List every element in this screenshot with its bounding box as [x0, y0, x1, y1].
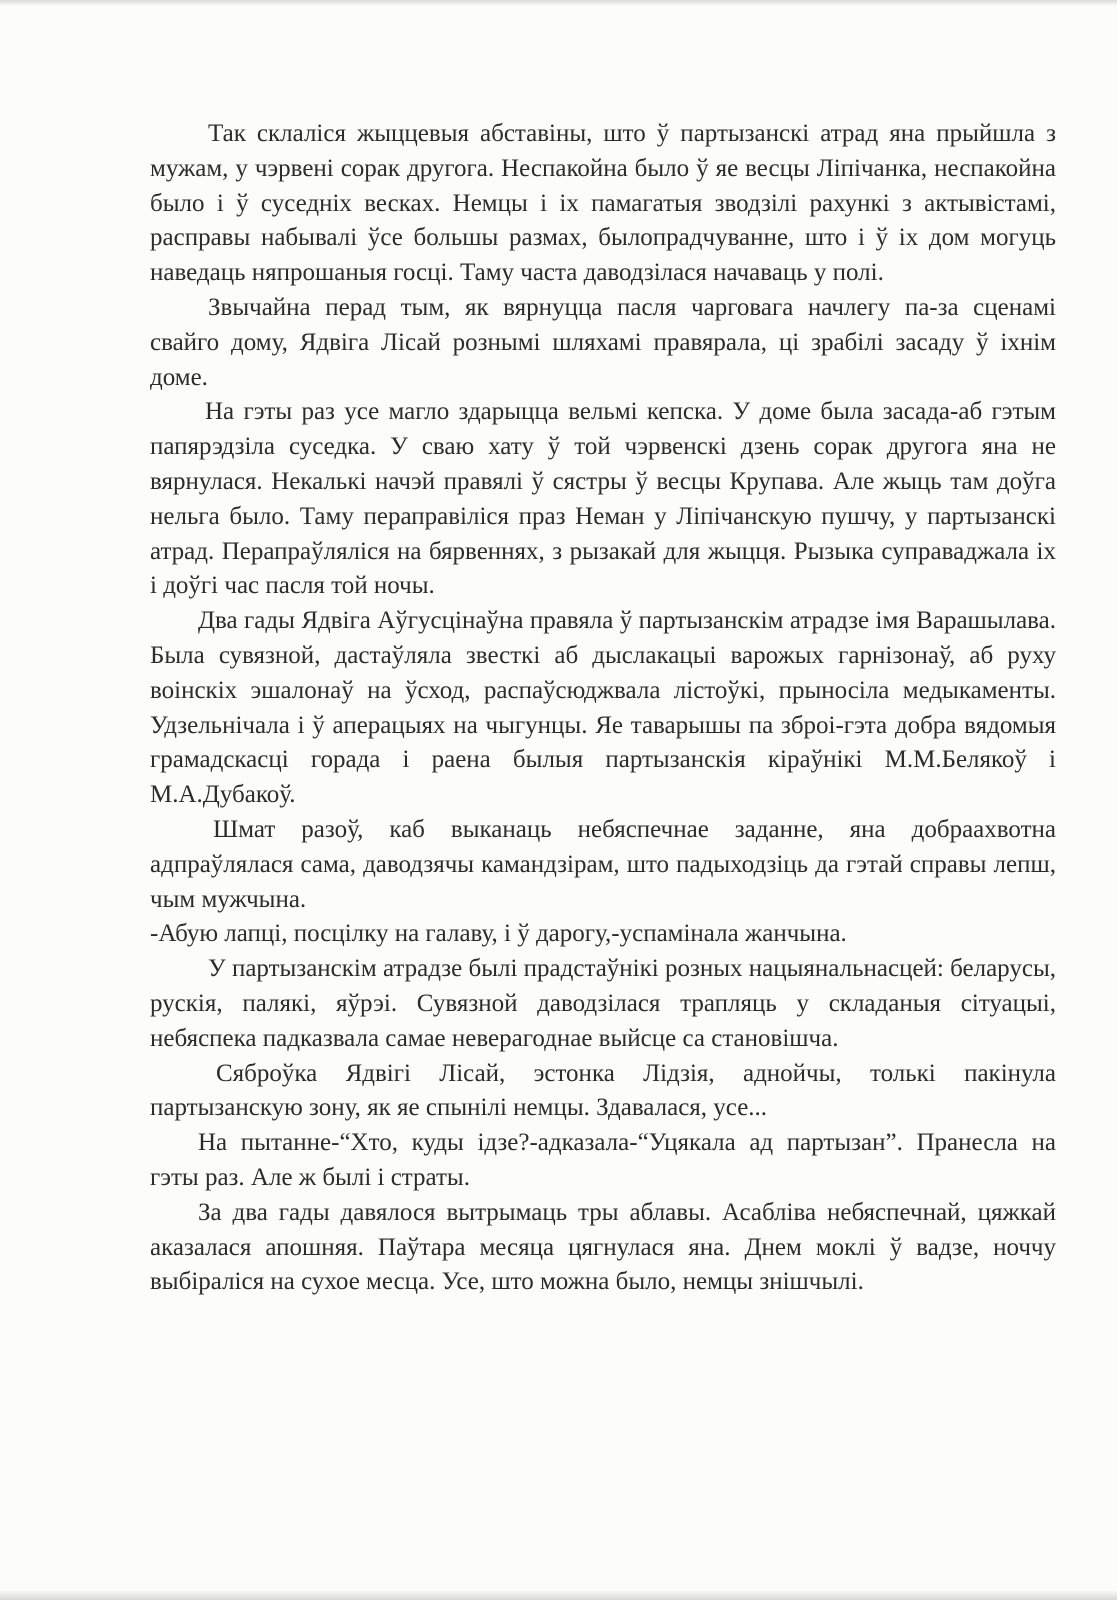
paragraph-6: -Абую лапці, посцілку на галаву, і ў дарогу,-успамінала жанчына.: [150, 920, 847, 948]
scan-bottom-edge: [0, 1590, 1117, 1600]
paragraph-7: У партызанскім атрадзе былі прадстаўнікі розных нацыянальнасцей: беларусы, рускія, палякі, яўрэі. Сувязной даводзілася трапляць у складаныя сітуацыі, небяспека падказвала самае неверагоднае выйсце са становішча.: [150, 955, 1056, 1052]
paragraph-3: На гэты раз усе магло здарыцца вельмі кепска. У доме была засада-аб гэтым папярэдзіла суседка. У сваю хату ў той чэрвенскі дзень сорак другога яна не вярнулася. Некалькі начэй правялі ў сястры ў весцы Крупава. Але жыць там доўга нельга было. Таму пераправіліся праз Неман у Ліпічанскую пушчу, у партызанскі атрад. Перапраўляліся на бярвеннях, з рызакай для жыцця. Рызыка суправаджала іх і доўгі час пасля той ночы.: [150, 398, 1056, 600]
paragraph-4: Два гады Ядвіга Аўгусцінаўна правяла ў партызанскім атрадзе імя Варашылава. Была сувязной, дастаўляла звесткі аб дыслакацыі варожых гарнізонаў, аб руху воінскіх эшалонаў на ўсход, распаўсюджвала лістоўкі, прыносіла медыкаменты. Удзельнічала і ў аперацыях на чыгунцы. Яе таварышы па зброі-гэта добра вядомыя грамадскасці горада і раена былыя партызанскія кіраўнікі М.М.Белякоў і М.А.Дубакоў.: [150, 607, 1056, 809]
document-body: [150, 117, 1056, 1300]
scan-top-edge: [0, 0, 1117, 6]
paragraph-2: Звычайна перад тым, як вярнуцца пасля чарговага начлегу па-за сценамі свайго дому, Ядвіга Лісай рознымі шляхамі правярала, ці зрабілі засаду ў іхнім доме.: [150, 293, 1056, 391]
paragraph-1: Так склаліся жыццевыя абставіны, што ў партызанскі атрад яна прыйшла з мужам, у чэрвені сорак другога. Неспакойна было ў яе весцы Ліпічанка, неспакойна было і ў суседніх весках. Немцы і іх памагатыя зводзілі рахункі з актывістамі, расправы набывалі ўсе большы размах, былопрадчуванне, што і ў іх дом могуць наведаць няпрошаныя госці. Таму часта даводзілася начаваць у полі.: [150, 120, 1056, 287]
paragraph-8: Сяброўка Ядвігі Лісай, эстонка Лідзія, аднойчы, толькі пакінула партызанскую зону, як яе спынілі немцы. Здавалася, усе...: [150, 1059, 1056, 1122]
paragraph-10: За два гады давялося вытрымаць тры аблавы. Асабліва небяспечнай, цяжкай аказалася апошняя. Паўтара месяца цягнулася яна. Днем моклі ў вадзе, ноччу выбіраліся на сухое месца. Усе, што можна было, немцы знішчылі.: [150, 1198, 1056, 1296]
paragraph-5: Шмат разоў, каб выканаць небяспечнае заданне, яна добраахвотна адпраўлялася сама, даводзячы камандзірам, што падыходзіць да гэтай справы лепш, чым мужчына.: [150, 815, 1056, 913]
paragraph-9: На пытанне-“Хто, куды ідзе?-адказала-“Уцякала ад партызан”. Пранесла на гэты раз. Але ж былі і страты.: [150, 1129, 1056, 1191]
